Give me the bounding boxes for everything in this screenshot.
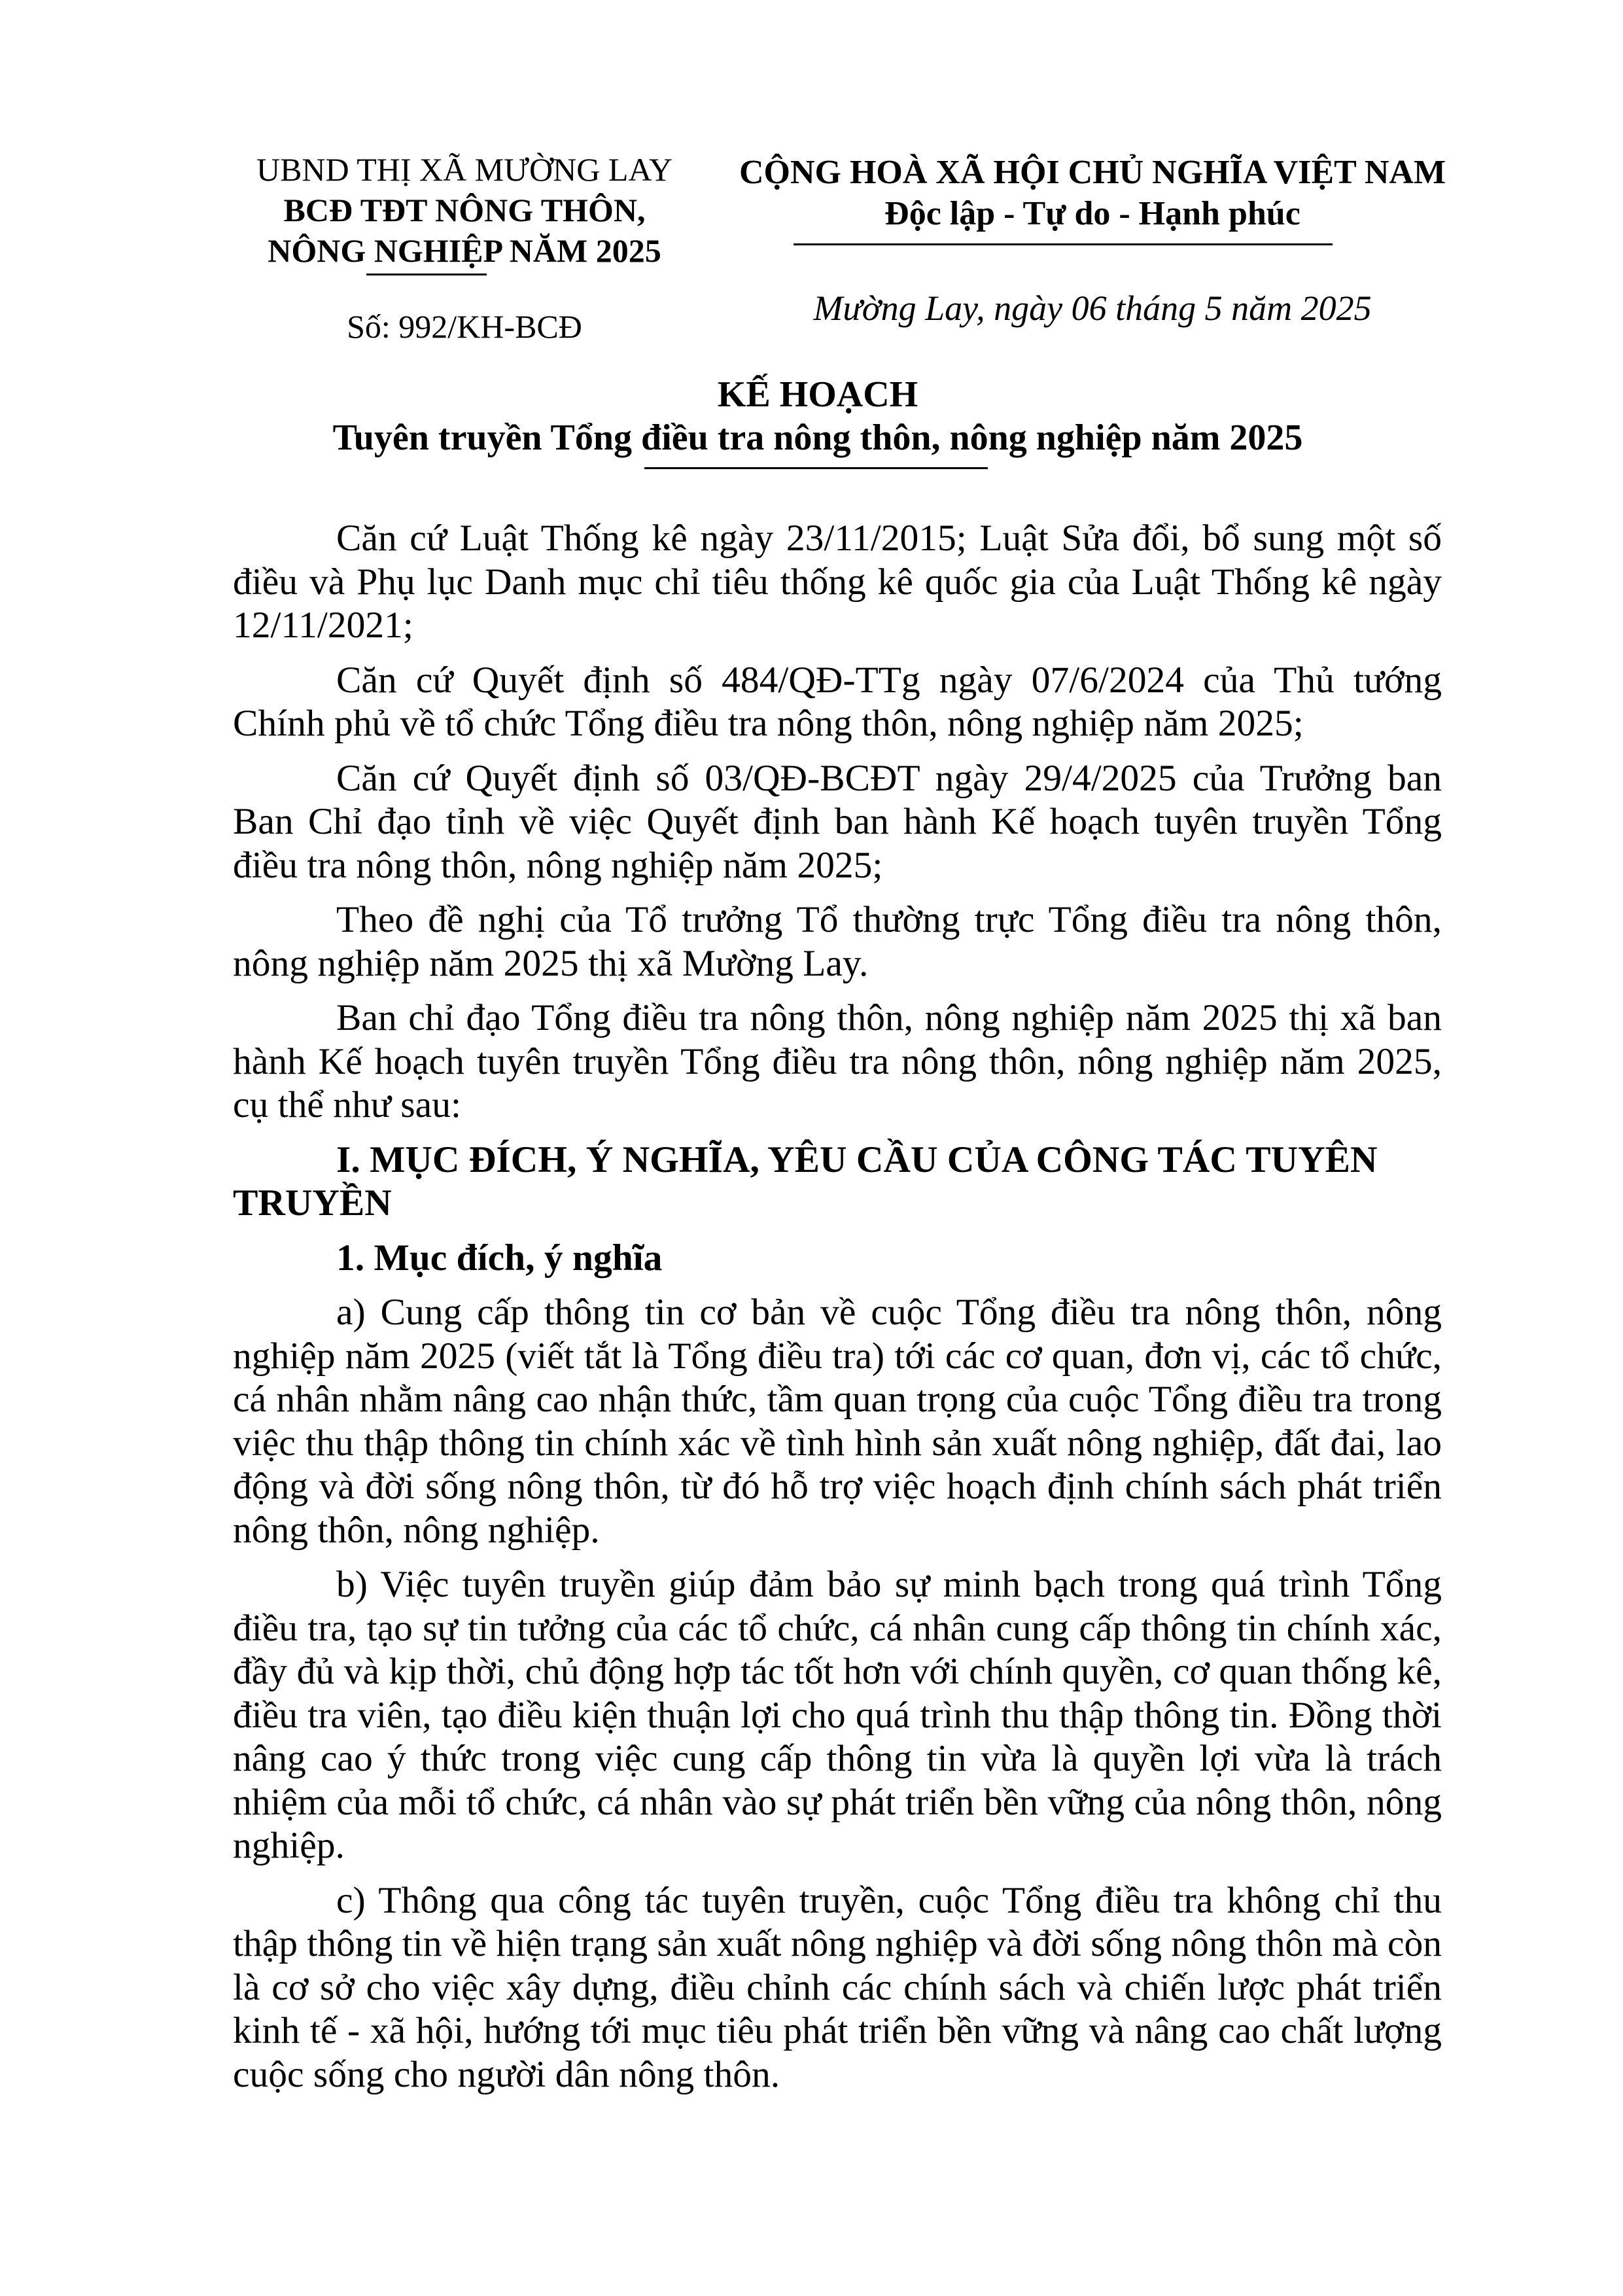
national-title: CỘNG HOÀ XÃ HỘI CHỦ NGHĨA VIỆT NAM	[739, 154, 1446, 191]
place-date: Mường Lay, ngày 06 tháng 5 năm 2025	[813, 289, 1372, 328]
motto-underline	[794, 243, 1333, 245]
purpose-item-c: c) Thông qua công tác tuyên truyền, cuộc Tổng điều tra không chỉ thu thập thông tin về hiện trạng sản xuất nông nghiệp và đời sống nông thôn mà còn là cơ sở cho việc xây dựng, điều chỉnh các chính sách và chiến lược phát triển kinh tế - xã hội, hướng tới mục tiêu phát triển bền vững và nâng cao chất lượng cuộc sống cho người dân nông thôn.	[233, 1879, 1442, 2095]
purpose-item-b: b) Việc tuyên truyền giúp đảm bảo sự minh bạch trong quá trình Tổng điều tra, tạo sự tin tưởng của các tổ chức, cá nhân cung cấp thông tin chính xác, đầy đủ và kịp thời, chủ động hợp tác tốt hơn với chính quyền, cơ quan thống kê, điều tra viên, tạo điều kiện thuận lợi cho quá trình thu thập thông tin. Đồng thời nâng cao ý thức trong việc cung cấp thông tin vừa là quyền lợi vừa là trách nhiệm của mỗi tổ chức, cá nhân vào sự phát triển bền vững của nông thôn, nông nghiệp.	[233, 1564, 1442, 1866]
document-subject: Tuyên truyền Tổng điều tra nông thôn, nông nghiệp năm 2025	[332, 417, 1303, 458]
intro-paragraph: Ban chỉ đạo Tổng điều tra nông thôn, nông nghiệp năm 2025 thị xã ban hành Kế hoạch tuyên truyền Tổng điều tra nông thôn, nông nghiệp năm 2025, cụ thể như sau:	[233, 997, 1442, 1125]
legal-basis-3: Căn cứ Quyết định số 03/QĐ-BCĐT ngày 29/4/2025 của Trưởng ban Ban Chỉ đạo tỉnh về việc Quyết định ban hành Kế hoạch tuyên truyền Tổng điều tra nông thôn, nông nghiệp năm 2025;	[233, 757, 1442, 886]
document-title-block	[196, 373, 1439, 459]
national-motto: Độc lập - Tự do - Hạnh phúc	[884, 195, 1300, 232]
subsection-heading: 1. Mục đích, ý nghĩa	[336, 1237, 663, 1279]
document-number: Số: 992/KH-BCĐ	[347, 308, 582, 345]
issuing-agency-block	[236, 149, 693, 271]
agency-parent: UBND THỊ XÃ MƯỜNG LAY	[256, 151, 673, 188]
document-body	[233, 517, 1442, 2108]
legal-basis-1: Căn cứ Luật Thống kê ngày 23/11/2015; Luật Sửa đổi, bổ sung một số điều và Phụ lục Danh mục chỉ tiêu thống kê quốc gia của Luật Thống kê ngày 12/11/2021;	[233, 518, 1442, 646]
purpose-item-a: a) Cung cấp thông tin cơ bản về cuộc Tổng điều tra nông thôn, nông nghiệp năm 2025 (viết tắt là Tổng điều tra) tới các cơ quan, đơn vị, các tổ chức, cá nhân nhằm nâng cao nhận thức, tầm quan trọng của cuộc Tổng điều tra trong việc thu thập thông tin chính xác về tình hình sản xuất nông nghiệp, đất đai, lao động và đời sống nông thôn, từ đó hỗ trợ việc hoạch định chính sách phát triển nông thôn, nông nghiệp.	[233, 1292, 1442, 1551]
document-type: KẾ HOẠCH	[717, 374, 918, 415]
legal-basis-4: Theo đề nghị của Tổ trưởng Tổ thường trực Tổng điều tra nông thôn, nông nghiệp năm 2025 thị xã Mường Lay.	[233, 899, 1442, 984]
agency-name-line2: NÔNG NGHIỆP NĂM 2025	[268, 232, 661, 269]
legal-basis-2: Căn cứ Quyết định số 484/QĐ-TTg ngày 07/6/2024 của Thủ tướng Chính phủ về tổ chức Tổng điều tra nông thôn, nông nghiệp năm 2025;	[233, 659, 1442, 744]
title-underline	[644, 467, 988, 469]
agency-underline	[366, 274, 487, 275]
national-header-block	[733, 152, 1452, 234]
section-heading: I. MỤC ĐÍCH, Ý NGHĨA, YÊU CẦU CỦA CÔNG TÁC TUYÊN TRUYỀN	[233, 1139, 1378, 1224]
agency-name-line1: BCĐ TĐT NÔNG THÔN,	[283, 192, 646, 228]
